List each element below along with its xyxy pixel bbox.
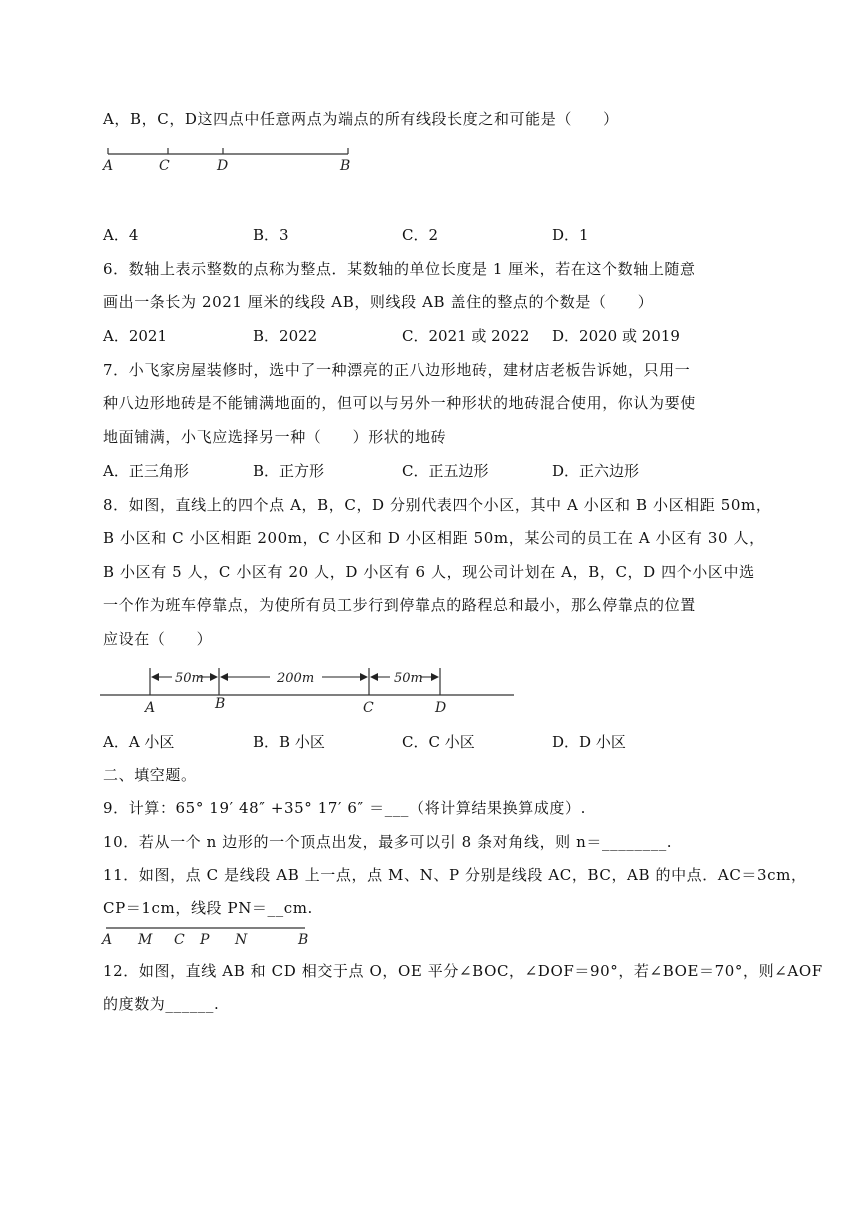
q5-option-d: D．1: [552, 226, 589, 244]
q6-stem-line2: 画出一条长为 2021 厘米的线段 AB，则线段 AB 盖住的整点的个数是（ ）: [103, 293, 654, 311]
q7-stem-line1: 7．小飞家房屋装修时，选中了一种漂亮的正八边形地砖，建材店老板告诉她，只用一: [103, 361, 691, 379]
q11-label-a: A: [102, 932, 113, 948]
q8-option-b: B．B 小区: [253, 733, 325, 751]
q5-label-b: B: [340, 158, 351, 174]
q8-option-a: A．A 小区: [103, 733, 175, 751]
section-heading-fill-in: 二、填空题。: [103, 766, 197, 784]
q6-option-d: D．2020 或 2019: [552, 327, 680, 345]
q5-option-a: A．4: [103, 226, 139, 244]
q8-option-c: C．C 小区: [402, 733, 475, 751]
q11-label-p: P: [200, 932, 210, 948]
q7-stem-line2: 种八边形地砖是不能铺满地面的，但可以与另外一种形状的地砖混合使用，你认为要使: [103, 394, 696, 412]
q5-label-a: A: [103, 158, 114, 174]
q8-label-d: D: [435, 700, 447, 714]
q8-distance-bc: 200m: [277, 671, 315, 686]
q8-label-b: B: [215, 696, 226, 712]
q5-label-c: C: [159, 158, 170, 174]
q5-option-c: C．2: [402, 226, 439, 244]
q6-option-a: A．2021: [103, 327, 168, 345]
q8-label-a: A: [145, 700, 156, 714]
q11-label-m: M: [138, 932, 153, 948]
q11-label-b: B: [298, 932, 309, 948]
q8-option-d: D．D 小区: [552, 733, 626, 751]
q6-stem-line1: 6．数轴上表示整数的点称为整点．某数轴的单位长度是 1 厘米，若在这个数轴上随意: [103, 260, 696, 278]
q12-stem-line2: 的度数为______.: [103, 995, 220, 1013]
q5-label-d: D: [217, 158, 229, 174]
q6-option-b: B．2022: [253, 327, 318, 345]
q11-label-n: N: [235, 932, 248, 948]
q5-segment-figure: [100, 142, 360, 176]
q7-option-d: D．正六边形: [552, 462, 640, 480]
q11-stem-line1: 11．如图，点 C 是线段 AB 上一点，点 M、N、P 分别是线段 AC，BC，AB 的中点．AC＝3cm，: [103, 866, 807, 884]
q11-segment-figure: [100, 922, 320, 952]
q8-distance-cd: 50m: [394, 671, 423, 686]
q7-option-c: C．正五边形: [402, 462, 489, 480]
q8-stem-line5: 应设在（ ）: [103, 630, 213, 648]
q7-stem-line3: 地面铺满，小飞应选择另一种（ ）形状的地砖: [103, 428, 447, 446]
q11-label-c: C: [174, 932, 185, 948]
q11-stem-line2: CP＝1cm，线段 PN＝__cm.: [103, 899, 313, 917]
q8-stem-line4: 一个作为班车停靠点，为使所有员工步行到停靠点的路程总和最小，那么停靠点的位置: [103, 596, 696, 614]
q8-label-c: C: [363, 700, 374, 714]
q8-distance-figure: [100, 664, 520, 714]
q8-stem-line2: B 小区和 C 小区相距 200m，C 小区和 D 小区相距 50m，某公司的员工在 A 小区有 30 人，: [103, 529, 765, 547]
q5-option-b: B．3: [253, 226, 289, 244]
q9-stem: 9．计算：65° 19′ 48″ +35° 17′ 6″ ＝___（将计算结果换算成度）.: [103, 799, 586, 817]
q7-option-a: A．正三角形: [103, 462, 189, 480]
q8-stem-line1: 8．如图，直线上的四个点 A，B，C，D 分别代表四个小区，其中 A 小区和 B 小区相距 50m，: [103, 496, 772, 514]
q5-stem: A，B，C，D这四点中任意两点为端点的所有线段长度之和可能是（ ）: [103, 110, 619, 128]
q7-option-b: B．正方形: [253, 462, 325, 480]
q8-stem-line3: B 小区有 5 人，C 小区有 20 人，D 小区有 6 人，现公司计划在 A，B，C，D 四个小区中选: [103, 563, 755, 581]
q12-stem-line1: 12．如图，直线 AB 和 CD 相交于点 O，OE 平分∠BOC，∠DOF＝90°，若∠BOE＝70°，则∠AOF: [103, 962, 823, 980]
q6-option-c: C．2021 或 2022: [402, 327, 530, 345]
q10-stem: 10．若从一个 n 边形的一个顶点出发，最多可以引 8 条对角线，则 n＝________.: [103, 833, 673, 851]
q8-distance-ab: 50m: [175, 671, 204, 686]
